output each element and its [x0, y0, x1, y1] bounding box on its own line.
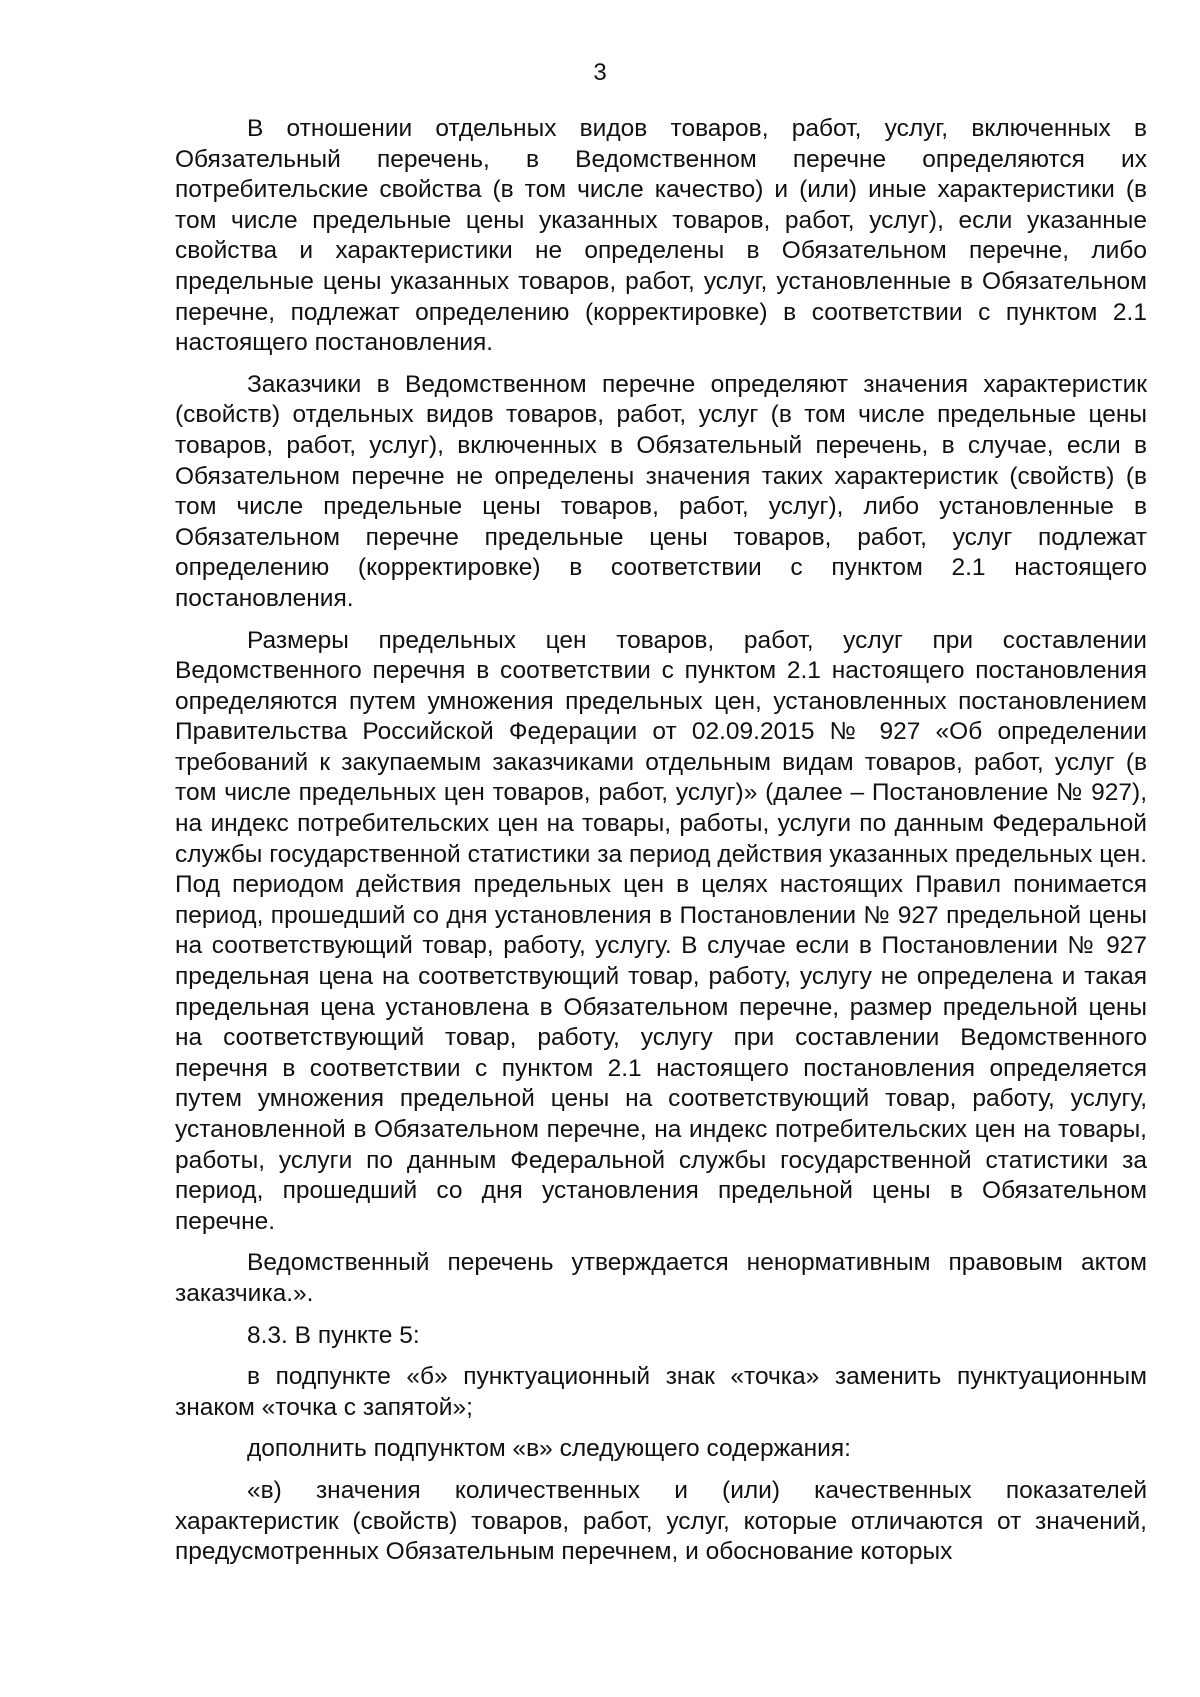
- paragraph-5: 8.3. В пункте 5:: [247, 1321, 420, 1349]
- paragraph-6: в подпункте «б» пунктуационный знак «точка» заменить пунктуационным знаком «точка с запятой»;: [175, 1363, 1147, 1421]
- paragraph-3: Размеры предельных цен товаров, работ, услуг при составлении Ведомственного перечня в соответствии с пунктом 2.1 настоящего постановления определяются путем умножения предельных цен, установленных постановлением Правительства Российской Федерации от 02.09.2015 № 927 «Об определении требований к закупаемым заказчиками отдельным видам товаров, работ, услуг (в том числе предельных цен товаров, работ, услуг)» (далее – Постановление № 927), на индекс потребительских цен на товары, работы, услуги по данным Федеральной службы государственной статистики за период действия указанных предельных цен. Под периодом действия предельных цен в целях настоящих Правил понимается период, прошедший со дня установления в Постановлении № 927 предельной цены на соответствующий товар, работу, услугу. В случае если в Постановлении № 927 предельная цена на соответствующий товар, работу, услугу не определена и такая предельная цена установлена в Обязательном перечне, размер предельной цены на соответствующий товар, работу, услугу при составлении Ведомственного перечня в соответствии с пунктом 2.1 настоящего постановления определяется путем умножения предельной цены на соответствующий товар, работу, услугу, установленной в Обязательном перечне, на индекс потребительских цен на товары, работы, услуги по данным Федеральной службы государственной статистики за период, прошедший со дня установления предельной цены в Обязательном перечне.: [175, 626, 1147, 1235]
- document-body: [175, 114, 1147, 1579]
- paragraph-1: В отношении отдельных видов товаров, работ, услуг, включенных в Обязательный перечень, в Ведомственном перечне определяются их потребительские свойства (в том числе качество) и (или) иные характеристики (в том числе предельные цены указанных товаров, работ, услуг), если указанные свойства и характеристики не определены в Обязательном перечне, либо предельные цены указанных товаров, работ, услуг, установленные в Обязательном перечне, подлежат определению (корректировке) в соответствии с пунктом 2.1 настоящего постановления.: [175, 115, 1147, 357]
- paragraph-8: «в) значения количественных и (или) качественных показателей характеристик (свойств) товаров, работ, услуг, которые отличаются от значений, предусмотренных Обязательным перечнем, и обоснование которых: [175, 1476, 1147, 1566]
- paragraph-2: Заказчики в Ведомственном перечне определяют значения характеристик (свойств) отдельных видов товаров, работ, услуг (в том числе предельные цены товаров, работ, услуг), включенных в Обязательный перечень, в случае, если в Обязательном перечне не определены значения таких характеристик (свойств) (в том числе предельные цены товаров, работ, услуг), либо установленные в Обязательном перечне предельные цены товаров, работ, услуг подлежат определению (корректировке) в соответствии с пунктом 2.1 настоящего постановления.: [175, 370, 1147, 612]
- paragraph-4: Ведомственный перечень утверждается ненормативным правовым актом заказчика.».: [175, 1249, 1147, 1307]
- paragraph-7: дополнить подпунктом «в» следующего содержания:: [247, 1435, 851, 1463]
- page-number: 3: [593, 59, 607, 86]
